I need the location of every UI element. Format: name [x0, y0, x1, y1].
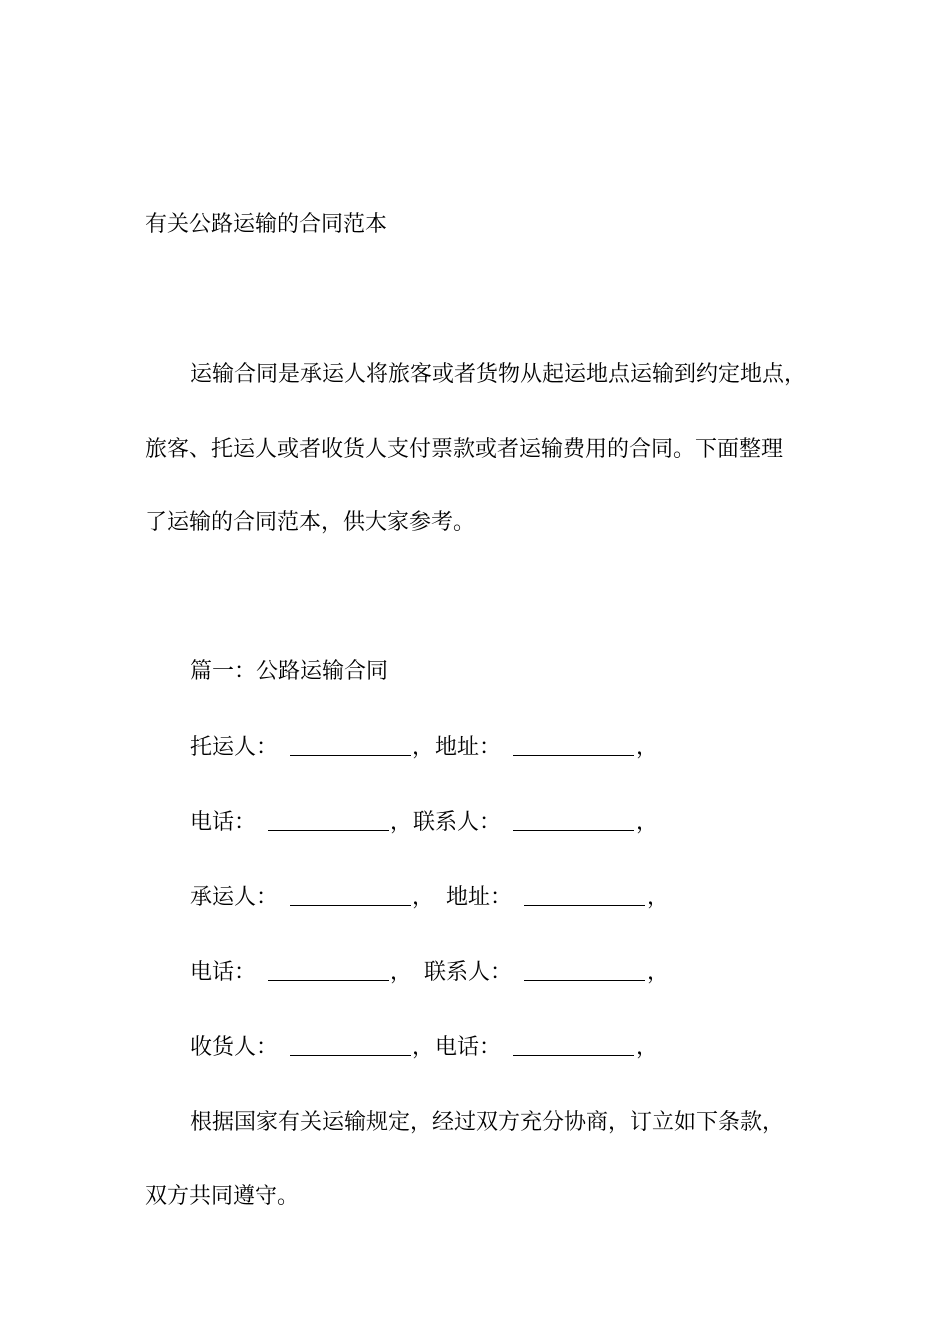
- field-label-carrier: 承运人：: [190, 885, 279, 910]
- field-end: ，: [647, 885, 670, 910]
- field-label-carrier-address: 地址：: [446, 885, 513, 910]
- carrier-contact-blank: [524, 958, 645, 981]
- closing-line-2: 双方共同遵守。: [145, 1184, 300, 1209]
- field-label-shipper-address: 地址：: [435, 735, 502, 760]
- field-end: ，: [636, 1035, 659, 1060]
- field-end: ，: [647, 960, 670, 985]
- intro-line-1: 运输合同是承运人将旅客或者货物从起运地点运输到约定地点，: [190, 362, 807, 387]
- field-label-shipper: 托运人：: [190, 735, 279, 760]
- field-end: ，: [636, 810, 659, 835]
- field-label-carrier-contact: 联系人：: [424, 960, 513, 985]
- field-label-consignee: 收货人：: [190, 1035, 279, 1060]
- carrier-blank: [290, 883, 411, 906]
- section-heading: 篇一：公路运输合同: [190, 659, 389, 684]
- field-label-consignee-phone: 电话：: [435, 1035, 502, 1060]
- field-separator: ，: [390, 810, 413, 835]
- field-separator: ，: [390, 960, 413, 985]
- document-title: 有关公路运输的合同范本: [145, 212, 388, 237]
- field-label-carrier-phone: 电话：: [190, 960, 257, 985]
- carrier-address-blank: [524, 883, 645, 906]
- field-label-shipper-phone: 电话：: [190, 810, 257, 835]
- closing-line-1: 根据国家有关运输规定，经过双方充分协商，订立如下条款，: [190, 1110, 785, 1135]
- consignee-blank: [290, 1033, 411, 1056]
- shipper-blank: [290, 733, 411, 756]
- intro-line-3: 了运输的合同范本，供大家参考。: [145, 510, 476, 535]
- field-end: ，: [636, 735, 659, 760]
- field-separator: ，: [412, 885, 435, 910]
- shipper-contact-blank: [513, 808, 634, 831]
- intro-line-2: 旅客、托运人或者收货人支付票款或者运输费用的合同。下面整理: [145, 437, 784, 462]
- shipper-address-blank: [513, 733, 634, 756]
- consignee-phone-blank: [513, 1033, 634, 1056]
- field-separator: ，: [412, 1035, 435, 1060]
- field-label-shipper-contact: 联系人：: [413, 810, 502, 835]
- field-separator: ，: [412, 735, 435, 760]
- shipper-phone-blank: [268, 808, 389, 831]
- carrier-phone-blank: [268, 958, 389, 981]
